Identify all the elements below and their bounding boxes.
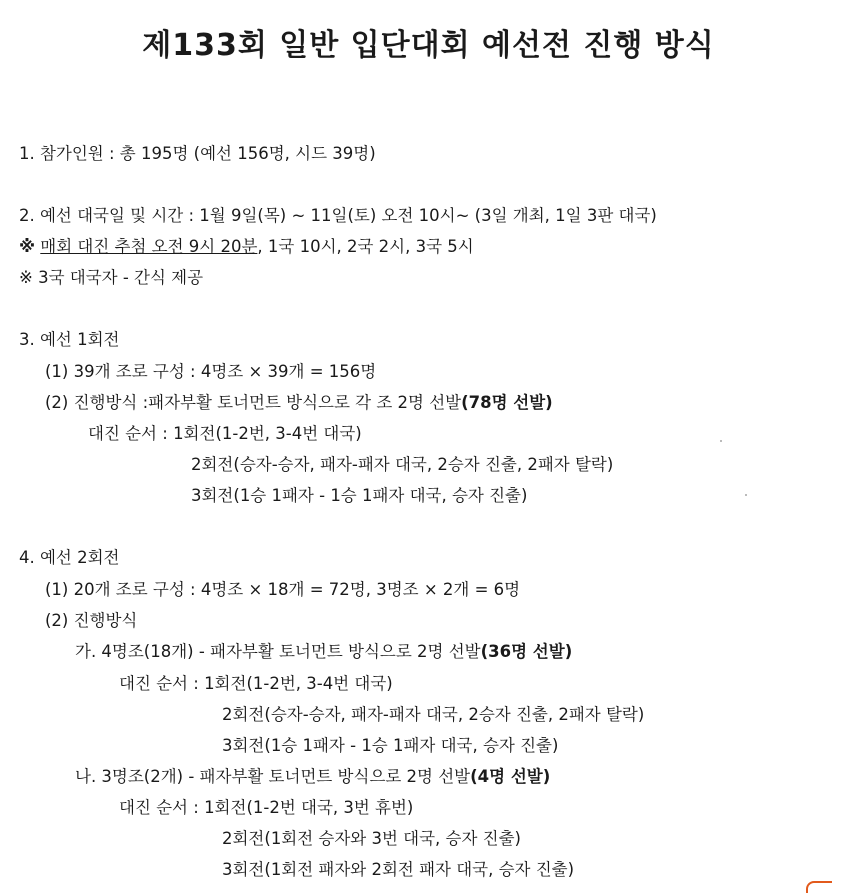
- na-selected-count: (4명 선발): [470, 767, 551, 786]
- na-order-step2: 2회전(1회전 승자와 3번 대국, 승자 진출): [222, 829, 521, 848]
- ga-order-step1: [119, 673, 393, 695]
- na-order-step3: 3회전(1회전 패자와 2회전 패자 대국, 승자 진출): [222, 860, 575, 879]
- participants-line: 1. 참가인원 : 총 195명 (예선 156명, 시드 39명): [19, 144, 376, 163]
- round1-order-step3: 3회전(1승 1패자 - 1승 1패자 대국, 승자 진출): [191, 486, 528, 505]
- snack-note: ※ 3국 대국자 - 간식 제공: [19, 268, 204, 287]
- order-label: 대진 순서 :: [88, 424, 174, 443]
- order-step-text: 1회전(1-2번, 3-4번 대국): [173, 424, 362, 443]
- round1-group-composition: (1) 39개 조로 구성 : 4명조 × 39개 = 156명: [45, 362, 377, 381]
- order-label: 대진 순서 :: [119, 798, 205, 817]
- corner-mark: [806, 881, 832, 893]
- round1-method: [45, 392, 553, 414]
- round1-order-step2: 2회전(승자-승자, 패자-패자 대국, 2승자 진출, 2패자 탈락): [191, 455, 614, 474]
- round2-ga-line: [75, 641, 572, 663]
- round2-na-line: [75, 766, 550, 788]
- round1-selected-count: (78명 선발): [461, 393, 553, 412]
- round1-heading: 3. 예선 1회전: [19, 330, 120, 349]
- note-mark: ※: [19, 237, 36, 256]
- round2-heading: 4. 예선 2회전: [19, 548, 120, 567]
- scan-speck: [745, 494, 747, 496]
- order-step-text: 1회전(1-2번 대국, 3번 휴번): [204, 798, 414, 817]
- na-order-step1: [119, 797, 413, 819]
- document-title: 제133회 일반 입단대회 예선전 진행 방식: [142, 28, 715, 63]
- round2-group-composition: (1) 20개 조로 구성 : 4명조 × 18개 = 72명, 3명조 × 2개 = 6명: [45, 580, 521, 599]
- draw-time-rest: , 1국 10시, 2국 2시, 3국 5시: [257, 237, 474, 256]
- ga-order-step3: 3회전(1승 1패자 - 1승 1패자 대국, 승자 진출): [222, 736, 559, 755]
- round2-method: (2) 진행방식: [45, 611, 138, 630]
- round1-order-step1: [88, 423, 362, 445]
- schedule-line: 2. 예선 대국일 및 시간 : 1월 9일(목) ~ 11일(토) 오전 10시~ (3일 개최, 1일 3판 대국): [19, 206, 657, 225]
- scan-speck: [720, 440, 722, 442]
- draw-time-note: [19, 236, 474, 258]
- draw-time-underlined: 매회 대진 추첨 오전 9시 20분: [40, 237, 258, 256]
- ga-selected-count: (36명 선발): [480, 642, 573, 661]
- ga-order-step2: 2회전(승자-승자, 패자-패자 대국, 2승자 진출, 2패자 탈락): [222, 705, 645, 724]
- na-text: 나. 3명조(2개) - 패자부활 토너먼트 방식으로 2명 선발: [75, 767, 471, 786]
- ga-text: 가. 4명조(18개) - 패자부활 토너먼트 방식으로 2명 선발: [75, 642, 481, 661]
- order-step-text: 1회전(1-2번, 3-4번 대국): [204, 674, 393, 693]
- order-label: 대진 순서 :: [119, 674, 205, 693]
- round1-method-text: (2) 진행방식 :패자부활 토너먼트 방식으로 각 조 2명 선발: [45, 393, 462, 412]
